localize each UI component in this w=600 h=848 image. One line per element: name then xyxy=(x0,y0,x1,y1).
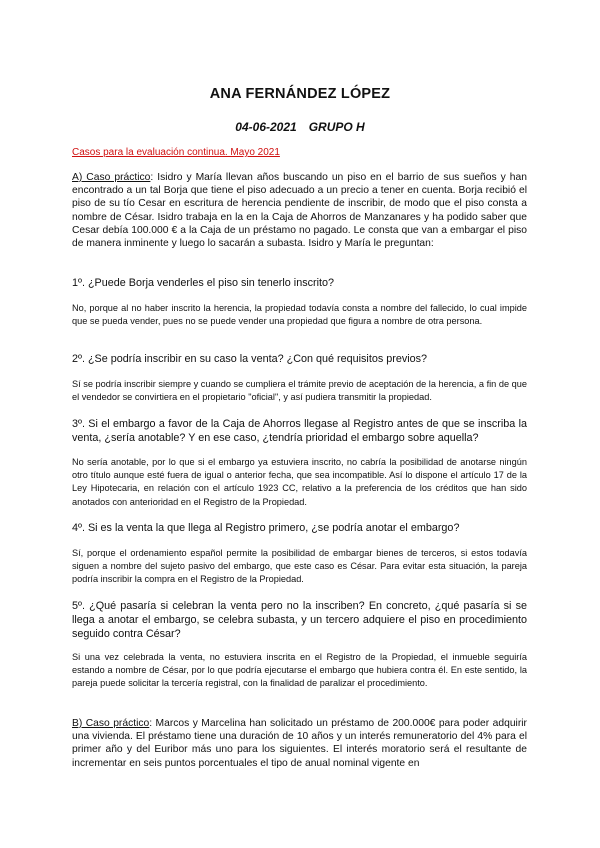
author-name: ANA FERNÁNDEZ LÓPEZ xyxy=(209,86,391,102)
case-b-label: B) Caso práctico xyxy=(72,718,150,729)
case-b-intro-text: : Marcos y Marcelina han solicitado un préstamo de 200.000€ para poder adquirir una vivienda. El préstamo tiene una duración de 10 años y un interés remuneratorio del 4% para el primer año y del Euribor más uno para los siguientes. El interés moratorio será el resultante de incrementar en seis puntos porcentuales el tipo de anual nominal vigente en xyxy=(72,718,527,769)
date-group-line xyxy=(0,120,600,134)
question-3: 3º. Si el embargo a favor de la Caja de Ahorros llegase al Registro antes de que se inscriba la venta, ¿sería anotable? Y en ese caso, ¿tendría prioridad el embargo sobre aquella? xyxy=(72,418,527,444)
case-a-intro-text: : Isidro y María llevan años buscando un piso en el barrio de sus sueños y han encontrado a un tal Borja que tiene el piso adecuado a un precio a tener en cuenta. Borja recibió el piso de su tío Cesar en escritura de herencia pendiente de inscribir, de modo que el piso consta a nombre de César. Isidro trabaja en la en la Caja de Ahorros de Manzanares y ha podido saber que Cesar debía 100.000 € a la Caja de un préstamo no pagado. Le consta que van a embargar el piso de manera inminente y luego lo sacarán a subasta. Isidro y María le preguntan: xyxy=(72,172,527,250)
case-b-intro xyxy=(72,717,527,770)
document-subtitle: Casos para la evaluación continua. Mayo 2021 xyxy=(72,147,280,158)
answer-1: No, porque al no haber inscrito la herencia, la propiedad todavía consta a nombre del fallecido, lo cual impide que se pueda vender, pues no se puede vender una propiedad que figura a nombre de otra persona. xyxy=(72,303,527,327)
group-label: GRUPO H xyxy=(308,120,365,134)
document-date: 04-06-2021 xyxy=(235,120,297,134)
question-5: 5º. ¿Qué pasaría si celebran la venta pero no la inscriben? En concreto, ¿qué pasaría si se llega a anotar el embargo, se celebra subasta, y un tercero adquiere el piso en procedimiento seguido contra César? xyxy=(72,600,527,640)
answer-5: Si una vez celebrada la venta, no estuviera inscrita en el Registro de la Propiedad, el inmueble seguiría estando a nombre de César, por lo que podría ejecutarse el embargo que hubiera contra él. En este sentido, la pareja puede solicitar la tercería registral, con la finalidad de paralizar el procedimiento. xyxy=(72,652,527,689)
question-4: 4º. Si es la venta la que llega al Registro primero, ¿se podría anotar el embargo? xyxy=(72,522,460,534)
question-2: 2º. ¿Se podría inscribir en su caso la venta? ¿Con qué requisitos previos? xyxy=(72,353,428,365)
answer-3: No sería anotable, por lo que si el embargo ya estuviera inscrito, no cabría la posibilidad de anotarse ningún otro título aunque esté fuera de igual o anterior fecha, que sea incompatible. Así lo dispone el artículo 17 de la Ley Hipotecaria, en relación con el artículo 1923 CC, relativo a la preferencia de los créditos que han sido anotados con anterioridad en el Registro de la Propiedad. xyxy=(72,457,527,507)
case-a-intro xyxy=(72,171,527,250)
answer-4: Sí, porque el ordenamiento español permite la posibilidad de embargar bienes de terceros, si estos todavía siguen a nombre del sujeto pasivo del embargo, que este caso es César. Para evitar esta situación, la pareja podría inscribir la compra en el Registro de la Propiedad. xyxy=(72,548,527,585)
answer-2: Sí se podría inscribir siempre y cuando se cumpliera el trámite previo de aceptación de la herencia, a fin de que el vendedor se convirtiera en el propietario "oficial", y así pudiera transmitir la propiedad. xyxy=(72,379,527,403)
question-1: 1º. ¿Puede Borja venderles el piso sin tenerlo inscrito? xyxy=(72,277,335,289)
case-a-label: A) Caso práctico xyxy=(72,172,151,183)
